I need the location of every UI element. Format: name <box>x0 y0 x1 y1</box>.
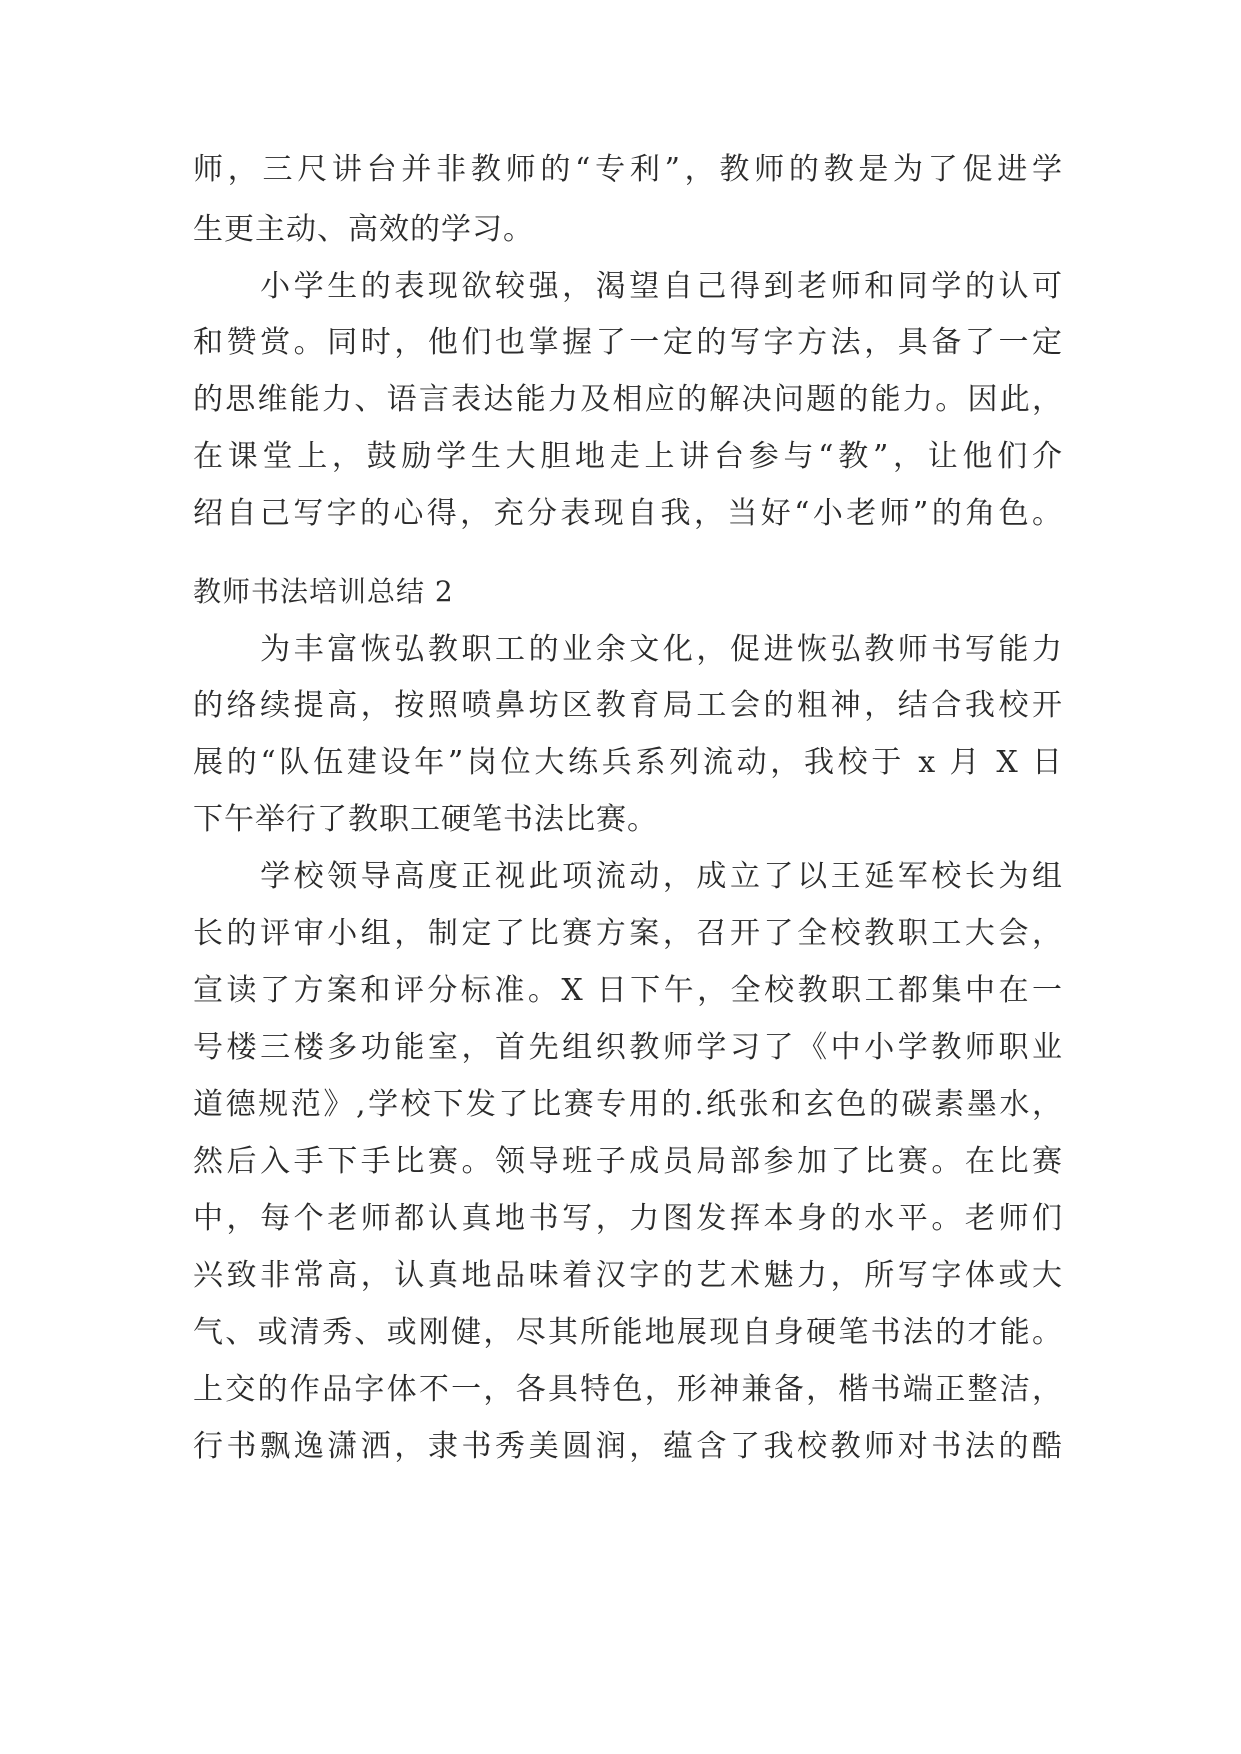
text-line: 绍自己写字的心得，充分表现自我，当好“小老师”的角色。 <box>193 496 1063 531</box>
text-line: 为丰富恢弘教职工的业余文化，促进恢弘教师书写能力 <box>193 632 1063 667</box>
text-line: 和赞赏。同时，他们也掌握了一定的写字方法，具备了一定 <box>193 325 1063 360</box>
text-line: 宣读了方案和评分标准。X 日下午，全校教职工都集中在一 <box>193 973 1063 1008</box>
text-line: 的络续提高，按照喷鼻坊区教育局工会的粗神，结合我校开 <box>193 688 1063 723</box>
text-line: 上交的作品字体不一，各具特色，形神兼备，楷书端正整洁， <box>193 1372 1063 1407</box>
text-line: 师，三尺讲台并非教师的“专利”，教师的教是为了促进学 <box>193 152 1063 187</box>
text-line: 然后入手下手比赛。领导班子成员局部参加了比赛。在比赛 <box>193 1144 1063 1179</box>
text-line: 中，每个老师都认真地书写，力图发挥本身的水平。老师们 <box>193 1201 1063 1236</box>
text-line: 下午举行了教职工硬笔书法比赛。 <box>193 802 658 837</box>
text-line: 展的“队伍建设年”岗位大练兵系列流动，我校于 x 月 X 日 <box>193 745 1063 780</box>
text-line: 生更主动、高效的学习。 <box>193 212 534 247</box>
text-line: 行书飘逸潇洒，隶书秀美圆润，蕴含了我校教师对书法的酷 <box>193 1429 1063 1464</box>
text-line: 在课堂上，鼓励学生大胆地走上讲台参与“教”，让他们介 <box>193 439 1063 474</box>
text-line: 长的评审小组，制定了比赛方案，召开了全校教职工大会， <box>193 916 1063 951</box>
text-line: 兴致非常高，认真地品味着汉字的艺术魅力，所写字体或大 <box>193 1258 1063 1293</box>
text-line: 小学生的表现欲较强，渴望自己得到老师和同学的认可 <box>193 269 1063 304</box>
text-line: 学校领导高度正视此项流动，成立了以王延军校长为组 <box>193 859 1063 894</box>
text-line: 的思维能力、语言表达能力及相应的解决问题的能力。因此， <box>193 382 1063 417</box>
section-title: 教师书法培训总结 2 <box>193 575 454 608</box>
text-line: 号楼三楼多功能室，首先组织教师学习了《中小学教师职业 <box>193 1030 1063 1065</box>
text-line: 道德规范》,学校下发了比赛专用的.纸张和玄色的碳素墨水， <box>193 1087 1063 1122</box>
text-line: 气、或清秀、或刚健，尽其所能地展现自身硬笔书法的才能。 <box>193 1315 1063 1350</box>
